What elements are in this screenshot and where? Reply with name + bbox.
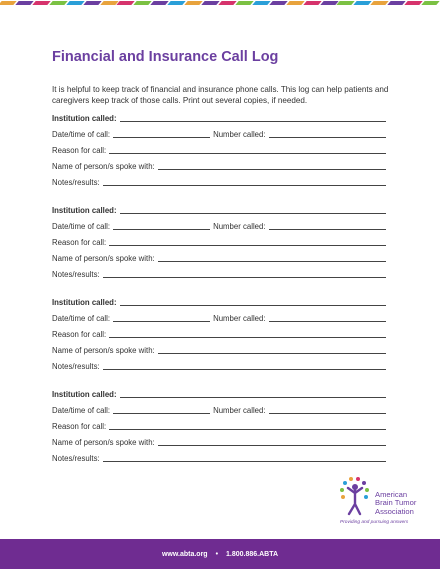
footer-bar bbox=[0, 539, 440, 569]
person-row bbox=[52, 253, 386, 263]
datetime-number-row bbox=[52, 221, 386, 231]
notes-row bbox=[52, 361, 386, 371]
person-label: Name of person/s spoke with: bbox=[52, 438, 155, 447]
notes-field[interactable] bbox=[103, 185, 386, 186]
person-row bbox=[52, 437, 386, 447]
institution-row bbox=[52, 113, 386, 123]
datetime-label: Date/time of call: bbox=[52, 406, 111, 415]
notes-row bbox=[52, 453, 386, 463]
number-label: Number called: bbox=[213, 314, 266, 323]
logo-wordmark: American Brain Tumor Association bbox=[375, 490, 417, 516]
number-field[interactable] bbox=[269, 321, 386, 322]
logo-tagline: Providing and pursuing answers bbox=[340, 520, 409, 525]
datetime-label: Date/time of call: bbox=[52, 222, 111, 231]
reason-label: Reason for call: bbox=[52, 146, 107, 155]
datetime-number-row bbox=[52, 313, 386, 323]
reason-label: Reason for call: bbox=[52, 238, 107, 247]
person-field[interactable] bbox=[158, 353, 386, 354]
reason-row bbox=[52, 329, 386, 339]
phone-number: 1.800.886.ABTA bbox=[226, 550, 279, 558]
datetime-number-row bbox=[52, 129, 386, 139]
number-field[interactable] bbox=[269, 229, 386, 230]
notes-label: Notes/results: bbox=[52, 454, 100, 463]
reason-row bbox=[52, 145, 386, 155]
person-label: Name of person/s spoke with: bbox=[52, 162, 155, 171]
institution-row bbox=[52, 205, 386, 215]
datetime-field[interactable] bbox=[113, 137, 210, 138]
person-row bbox=[52, 345, 386, 355]
number-label: Number called: bbox=[213, 130, 266, 139]
reason-row bbox=[52, 421, 386, 431]
notes-row bbox=[52, 177, 386, 187]
abta-logo bbox=[338, 476, 438, 528]
reason-field[interactable] bbox=[109, 153, 386, 154]
reason-field[interactable] bbox=[109, 429, 386, 430]
person-row bbox=[52, 161, 386, 171]
notes-row bbox=[52, 269, 386, 279]
reason-label: Reason for call: bbox=[52, 422, 107, 431]
intro-text: It is helpful to keep track of financial and insurance phone calls. This log can help patients and caregivers keep track of those calls. Print out several copies, if needed. bbox=[52, 85, 389, 105]
person-field[interactable] bbox=[158, 445, 386, 446]
datetime-label: Date/time of call: bbox=[52, 314, 111, 323]
reason-field[interactable] bbox=[109, 245, 386, 246]
institution-label: Institution called: bbox=[52, 114, 117, 123]
datetime-field[interactable] bbox=[113, 413, 210, 414]
datetime-field[interactable] bbox=[113, 229, 210, 230]
reason-label: Reason for call: bbox=[52, 330, 107, 339]
reason-row bbox=[52, 237, 386, 247]
datetime-field[interactable] bbox=[113, 321, 210, 322]
notes-label: Notes/results: bbox=[52, 362, 100, 371]
institution-label: Institution called: bbox=[52, 298, 117, 307]
notes-field[interactable] bbox=[103, 461, 386, 462]
top-color-stripe bbox=[0, 0, 440, 7]
number-field[interactable] bbox=[269, 413, 386, 414]
notes-field[interactable] bbox=[103, 277, 386, 278]
person-field[interactable] bbox=[158, 169, 386, 170]
person-label: Name of person/s spoke with: bbox=[52, 254, 155, 263]
datetime-number-row bbox=[52, 405, 386, 415]
footer-separator: • bbox=[215, 550, 219, 558]
abta-figure-icon bbox=[338, 476, 374, 520]
number-field[interactable] bbox=[269, 137, 386, 138]
notes-label: Notes/results: bbox=[52, 270, 100, 279]
institution-row bbox=[52, 389, 386, 399]
notes-label: Notes/results: bbox=[52, 178, 100, 187]
person-label: Name of person/s spoke with: bbox=[52, 346, 155, 355]
number-label: Number called: bbox=[213, 406, 266, 415]
institution-field[interactable] bbox=[120, 397, 386, 398]
institution-label: Institution called: bbox=[52, 206, 117, 215]
number-label: Number called: bbox=[213, 222, 266, 231]
institution-label: Institution called: bbox=[52, 390, 117, 399]
institution-field[interactable] bbox=[120, 121, 386, 122]
institution-field[interactable] bbox=[120, 305, 386, 306]
datetime-label: Date/time of call: bbox=[52, 130, 111, 139]
reason-field[interactable] bbox=[109, 337, 386, 338]
person-field[interactable] bbox=[158, 261, 386, 262]
notes-field[interactable] bbox=[103, 369, 386, 370]
page-title: Financial and Insurance Call Log bbox=[52, 49, 279, 65]
institution-field[interactable] bbox=[120, 213, 386, 214]
institution-row bbox=[52, 297, 386, 307]
website-link[interactable]: www.abta.org bbox=[161, 550, 208, 558]
